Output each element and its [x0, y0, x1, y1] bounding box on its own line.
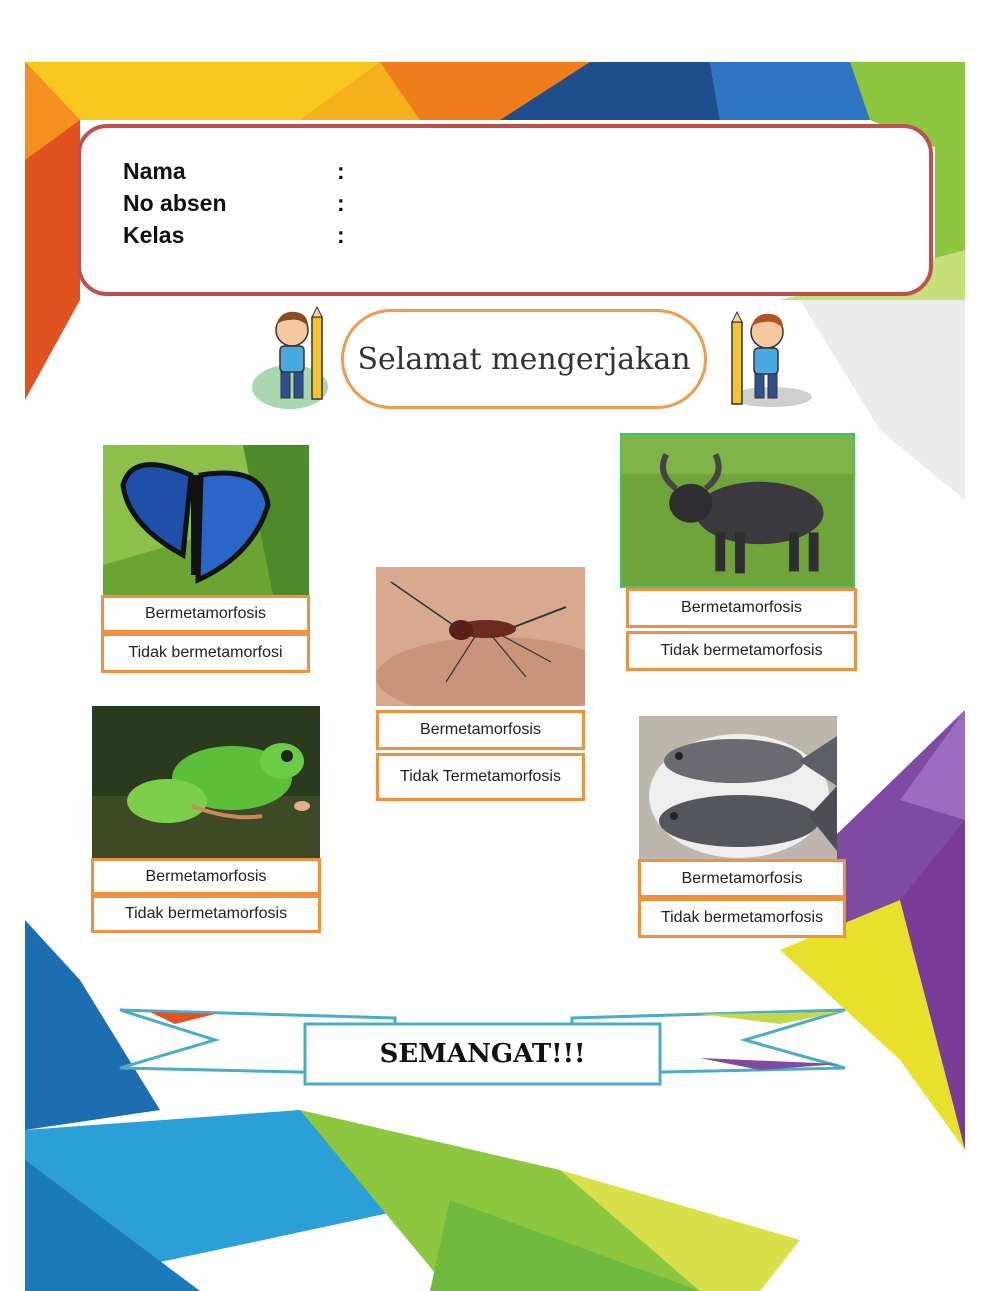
frog-option-metamorphosis[interactable]: Bermetamorfosis: [91, 858, 321, 895]
buffalo-photo: [620, 433, 855, 588]
fish-photo: [639, 716, 837, 861]
mosquito-photo: [376, 567, 585, 706]
buffalo-option-metamorphosis[interactable]: Bermetamorfosis: [626, 588, 857, 628]
kid-with-pencil-icon: [712, 302, 812, 412]
butterfly-option-metamorphosis[interactable]: Bermetamorfosis: [101, 595, 310, 633]
field-label: Nama: [123, 158, 186, 184]
greeting-label: Selamat mengerjakan: [341, 309, 707, 409]
fish-option-no-metamorphosis[interactable]: Tidak bermetamorfosis: [638, 898, 846, 938]
fish-option-metamorphosis[interactable]: Bermetamorfosis: [638, 859, 846, 898]
field-label: No absen: [123, 190, 227, 216]
field-colon: :: [337, 222, 345, 248]
kid-with-pencil-icon: [250, 302, 350, 412]
frog-photo: [92, 706, 320, 858]
buffalo-option-no-metamorphosis[interactable]: Tidak bermetamorfosis: [626, 631, 857, 671]
banner-label: SEMANGAT!!!: [379, 1039, 586, 1069]
mosquito-option-metamorphosis[interactable]: Bermetamorfosis: [376, 710, 585, 750]
student-info-box: [77, 124, 933, 296]
butterfly-option-no-metamorphosis[interactable]: Tidak bermetamorfosi: [101, 633, 310, 673]
field-colon: :: [337, 190, 345, 216]
field-colon: :: [337, 158, 345, 184]
field-label: Kelas: [123, 222, 185, 248]
butterfly-photo: [103, 445, 309, 595]
frog-option-no-metamorphosis[interactable]: Tidak bermetamorfosis: [91, 895, 321, 933]
mosquito-option-no-metamorphosis[interactable]: Tidak Termetamorfosis: [376, 753, 585, 801]
